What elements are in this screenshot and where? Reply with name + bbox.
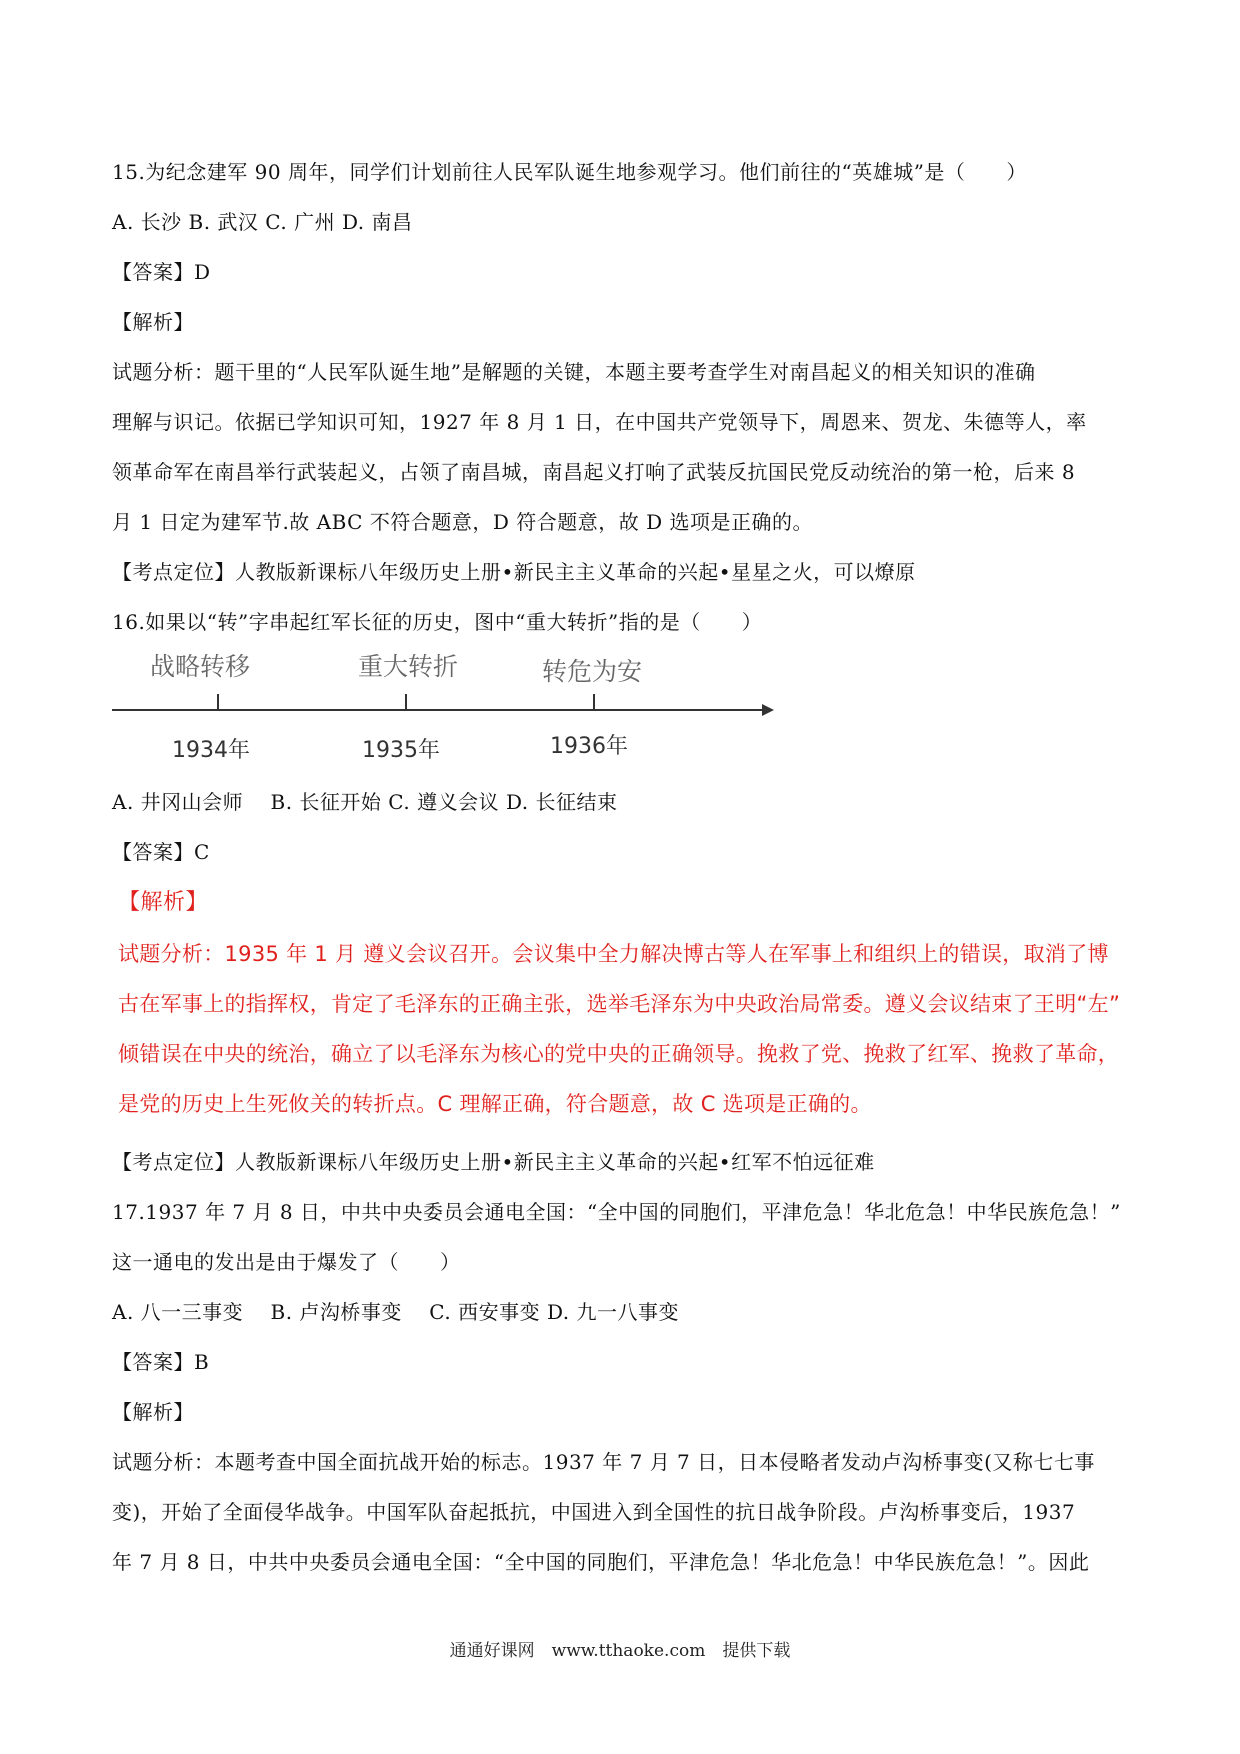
timeline-label: 重大转折 [358, 652, 459, 681]
q15-analysis-line: 理解与识记。依据已学知识可知，1927 年 8 月 1 日，在中国共产党领导下，周恩来、贺龙、朱德等人，率 [112, 410, 1087, 434]
q16-analysis-line: 古在军事上的指挥权，肯定了毛泽东的正确主张，选举毛泽东为中央政治局常委。遵义会议结束了王明“左” [118, 992, 1121, 1016]
q17-analysis-line: 试题分析：本题考查中国全面抗战开始的标志。1937 年 7 月 7 日，日本侵略者发动卢沟桥事变(又称七七事 [112, 1450, 1095, 1474]
q16-analysis-line: 是党的历史上生死攸关的转折点。C 理解正确，符合题意，故 C 选项是正确的。 [118, 1092, 872, 1116]
timeline-label: 转危为安 [542, 657, 643, 686]
timeline-year: 1934年 [172, 738, 250, 763]
q17-question: 17.1937 年 7 月 8 日，中共中央委员会通电全国：“全中国的同胞们，平津危急！华北危急！中华民族危急！” [112, 1200, 1121, 1224]
q16-kaodian: 【考点定位】人教版新课标八年级历史上册•新民主主义革命的兴起•红军不怕远征难 [112, 1150, 875, 1174]
timeline-year: 1936年 [550, 734, 628, 759]
q16-analysis-line: 倾错误在中央的统治，确立了以毛泽东为核心的党中央的正确领导。挽救了党、挽救了红军、挽救了革命， [118, 1042, 1120, 1066]
q15-analysis-line: 试题分析：题干里的“人民军队诞生地”是解题的关键，本题主要考查学生对南昌起义的相关知识的准确 [112, 360, 1036, 384]
timeline-year: 1935年 [362, 738, 440, 763]
q17-analysis-line: 变)，开始了全面侵华战争。中国军队奋起抵抗，中国进入到全国性的抗日战争阶段。卢沟桥事变后，1937 [112, 1500, 1076, 1524]
q16-analysis-heading: 【解析】 [118, 890, 209, 915]
q17-question: 这一通电的发出是由于爆发了（ ） [112, 1250, 461, 1274]
page-footer: 通通好课网 www.tthaoke.com 提供下载 [449, 1641, 791, 1661]
q15-answer: 【答案】D [112, 260, 211, 284]
q15-analysis-heading: 【解析】 [112, 310, 194, 334]
q16-analysis-line: 试题分析：1935 年 1 月 遵义会议召开。会议集中全力解决博古等人在军事上和组织上的错误，取消了博 [118, 942, 1109, 966]
q15-analysis-line: 月 1 日定为建军节.故 ABC 不符合题意，D 符合题意，故 D 选项是正确的。 [112, 510, 813, 534]
q15-kaodian: 【考点定位】人教版新课标八年级历史上册•新民主主义革命的兴起•星星之火，可以燎原 [112, 560, 916, 584]
q17-analysis-heading: 【解析】 [112, 1400, 194, 1424]
q16-answer: 【答案】C [112, 840, 210, 864]
q17-analysis-line: 年 7 月 8 日，中共中央委员会通电全国：“全中国的同胞们，平津危急！华北危急！中华民族危急！”。因此 [112, 1550, 1090, 1574]
timeline-label: 战略转移 [150, 652, 251, 681]
q15-analysis-line: 领革命军在南昌举行武装起义，占领了南昌城，南昌起义打响了武装反抗国民党反动统治的第一枪，后来 8 [112, 460, 1076, 484]
long-march-timeline [110, 640, 790, 780]
q15-question: 15.为纪念建军 90 周年，同学们计划前往人民军队诞生地参观学习。他们前往的“英雄城”是（ ） [112, 160, 1027, 184]
q16-options: A. 井冈山会师 B. 长征开始 C. 遵义会议 D. 长征结束 [112, 790, 618, 814]
q16-question: 16.如果以“转”字串起红军长征的历史，图中“重大转折”指的是（ ） [112, 610, 763, 634]
q17-answer: 【答案】B [112, 1350, 210, 1374]
q17-options: A. 八一三事变 B. 卢沟桥事变 C. 西安事变 D. 九一八事变 [112, 1300, 679, 1324]
timeline-arrowhead [762, 704, 774, 716]
q15-options: A. 长沙 B. 武汉 C. 广州 D. 南昌 [112, 210, 413, 234]
